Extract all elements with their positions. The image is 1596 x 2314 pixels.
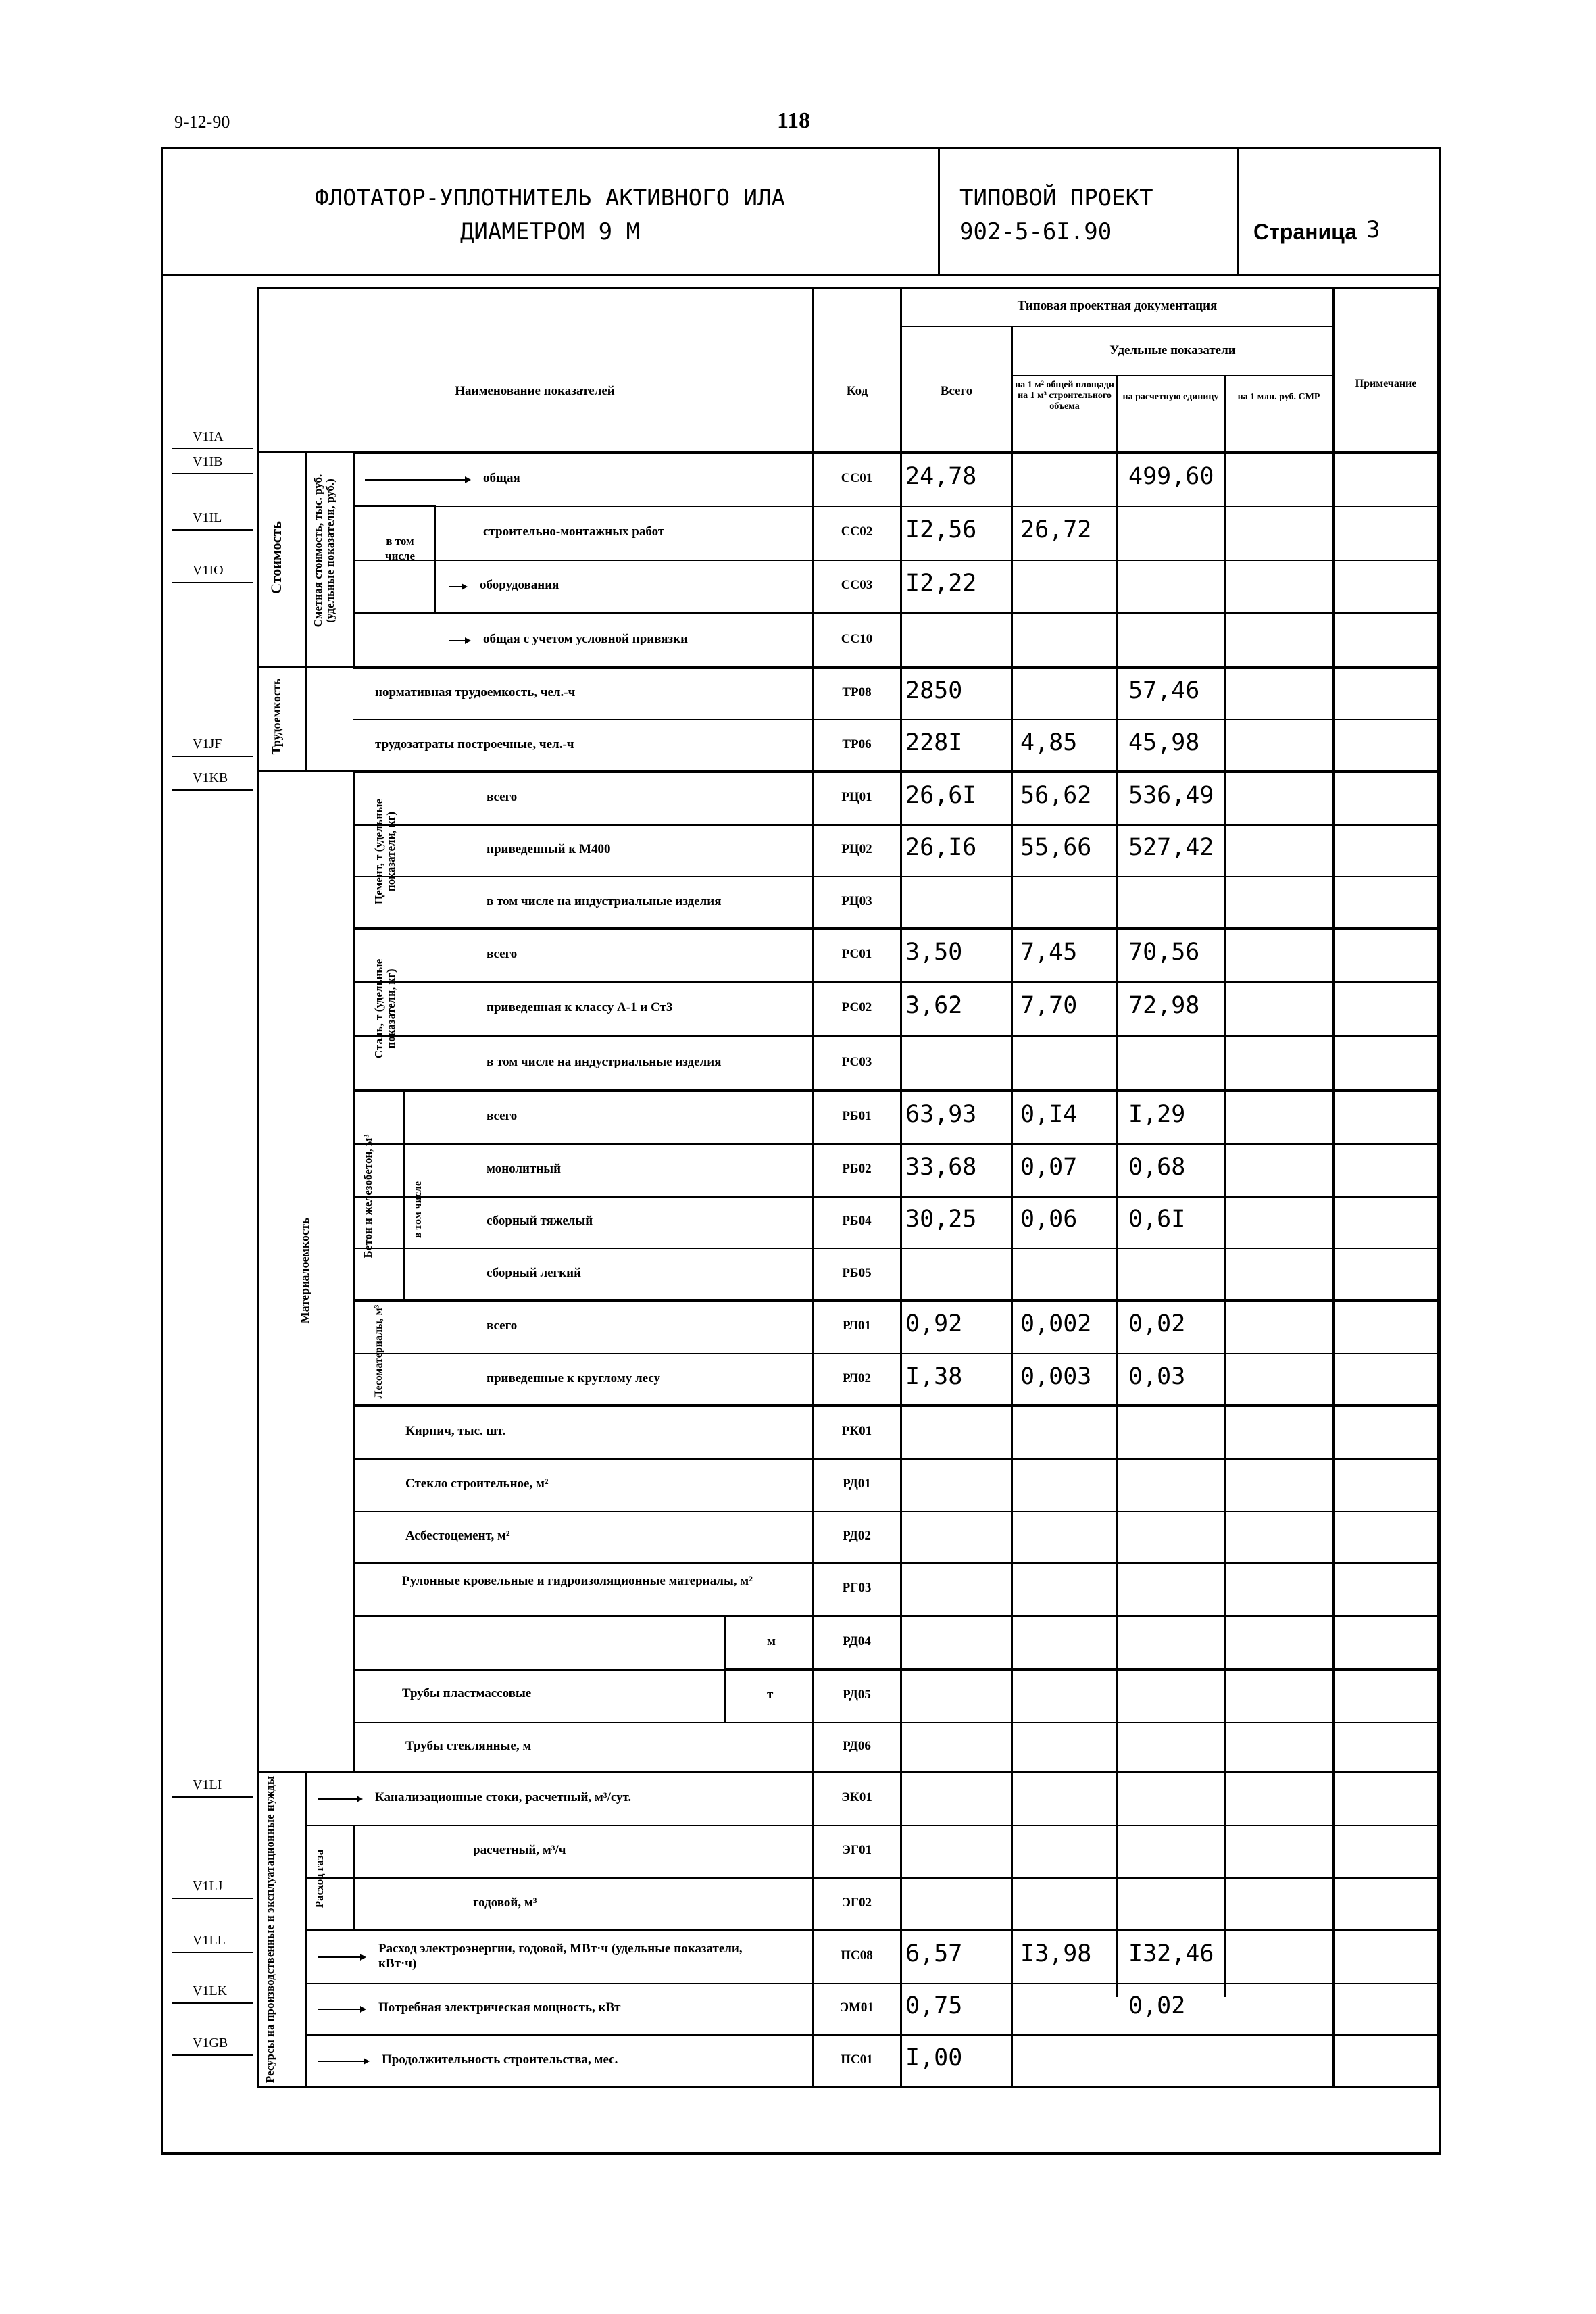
cell-per-unit: 0,02 bbox=[1128, 1992, 1186, 2019]
row-code: РД02 bbox=[843, 1529, 871, 1543]
row-code: РД01 bbox=[843, 1477, 871, 1491]
cell-per-area: 0,I4 bbox=[1020, 1101, 1078, 1128]
pipes-plastic-label: Трубы пластмассовые bbox=[402, 1686, 532, 1700]
table-row bbox=[0, 1511, 1596, 1562]
table-row bbox=[0, 668, 1596, 719]
row-code: РК01 bbox=[841, 1424, 872, 1438]
row-label: приведенные к круглому лесу bbox=[487, 1371, 660, 1385]
row-code: РЦ03 bbox=[841, 894, 872, 908]
col-header-name: Наименование показателей bbox=[455, 384, 615, 398]
row-label: сборный тяжелый bbox=[487, 1214, 593, 1228]
row-label: Продолжительность строительства, мес. bbox=[382, 2052, 618, 2067]
row-code: ЭК01 bbox=[841, 1790, 872, 1804]
margin-underline bbox=[172, 448, 253, 449]
row-code: РГ03 bbox=[842, 1581, 872, 1595]
cell-per-unit: 72,98 bbox=[1128, 992, 1200, 1019]
row-label: общая bbox=[483, 471, 520, 485]
margin-code: V1LI bbox=[193, 1777, 222, 1792]
margin-code: V1KB bbox=[193, 770, 228, 785]
table-row bbox=[0, 876, 1596, 929]
margin-code: V1IB bbox=[193, 454, 223, 469]
row-code: РС01 bbox=[841, 947, 872, 961]
table-row bbox=[0, 1562, 1596, 1615]
title-vdivider-2 bbox=[1237, 147, 1239, 276]
cell-total: 0,75 bbox=[905, 1992, 963, 2019]
table-row bbox=[0, 824, 1596, 876]
table-row bbox=[0, 1300, 1596, 1353]
cell-per-unit: 70,56 bbox=[1128, 939, 1200, 966]
cell-total: 26,I6 bbox=[905, 834, 977, 861]
margin-underline bbox=[172, 1952, 253, 1953]
table-row bbox=[0, 1983, 1596, 2034]
cell-per-unit: 45,98 bbox=[1128, 729, 1200, 756]
row-label: приведенная к классу А-1 и Ст3 bbox=[487, 1000, 673, 1014]
row-code: ПС01 bbox=[841, 2052, 873, 2067]
cell-per-area: 4,85 bbox=[1020, 729, 1078, 756]
row-label: трудозатраты построечные, чел.-ч bbox=[375, 737, 574, 752]
row-label: Канализационные стоки, расчетный, м³/сут. bbox=[375, 1790, 632, 1804]
row-label: Кирпич, тыс. шт. bbox=[405, 1424, 506, 1438]
table-row bbox=[0, 1406, 1596, 1458]
row-code: ПС08 bbox=[841, 1948, 873, 1963]
row-code: РД06 bbox=[843, 1739, 871, 1753]
margin-underline bbox=[172, 582, 253, 583]
cell-total: 6,57 bbox=[905, 1940, 963, 1967]
table-row bbox=[0, 1091, 1596, 1143]
col-header-total: Всего bbox=[940, 384, 973, 398]
margin-underline bbox=[172, 2002, 253, 2004]
cell-total: 0,92 bbox=[905, 1310, 963, 1337]
table-row bbox=[0, 1825, 1596, 1877]
row-label: оборудования bbox=[480, 578, 559, 592]
row-label: общая с учетом условной привязки bbox=[483, 632, 689, 646]
row-label: монолитный bbox=[487, 1162, 562, 1176]
row-label: Асбестоцемент, м² bbox=[405, 1529, 510, 1543]
cell-total: I2,56 bbox=[905, 516, 977, 543]
row-label: т bbox=[767, 1688, 774, 1702]
cell-total: 26,6I bbox=[905, 782, 977, 809]
table-row bbox=[0, 1458, 1596, 1511]
cell-per-unit: 536,49 bbox=[1128, 782, 1214, 809]
row-code: РЦ02 bbox=[841, 842, 872, 856]
row-code: ТР08 bbox=[842, 685, 872, 699]
project-number: 902-5-6I.90 bbox=[959, 218, 1112, 245]
margin-code: V1IA bbox=[193, 429, 224, 444]
cell-per-area: 56,62 bbox=[1020, 782, 1092, 809]
table-row bbox=[0, 1248, 1596, 1300]
group-steel: Сталь, т (удельные показатели, кг) bbox=[372, 958, 397, 1059]
row-label: сборный легкий bbox=[487, 1266, 582, 1280]
row-code: РД04 bbox=[843, 1634, 871, 1648]
arrow-icon bbox=[449, 640, 470, 641]
margin-underline bbox=[172, 1796, 253, 1798]
cell-total: 30,25 bbox=[905, 1206, 977, 1233]
table-row bbox=[0, 929, 1596, 981]
margin-code: V1LJ bbox=[193, 1879, 223, 1894]
row-label: всего bbox=[487, 947, 518, 961]
row-code: ЭМ01 bbox=[840, 2000, 874, 2015]
table-row bbox=[0, 719, 1596, 772]
row-code: РД05 bbox=[843, 1688, 871, 1702]
col-header-per-area: на 1 м² общей площади на 1 м³ строительного объема bbox=[1015, 380, 1114, 412]
row-code: СС03 bbox=[841, 578, 873, 592]
cell-per-area: 7,45 bbox=[1020, 939, 1078, 966]
col-header-code: Код bbox=[846, 384, 868, 398]
arrow-icon bbox=[365, 479, 470, 481]
row-code: РБ04 bbox=[842, 1214, 872, 1228]
row-label: строительно-монтажных работ bbox=[483, 524, 665, 539]
page-value: 3 bbox=[1366, 216, 1380, 243]
table-row bbox=[0, 612, 1596, 668]
margin-underline bbox=[172, 2054, 253, 2056]
margin-code: V1LK bbox=[193, 1984, 228, 1998]
page-date: 9-12-90 bbox=[174, 112, 230, 132]
col-header-per-unit: на расчетную единицу bbox=[1122, 392, 1219, 402]
row-label: приведенный к М400 bbox=[487, 842, 611, 856]
row-code: РС03 bbox=[841, 1055, 872, 1069]
cell-per-unit: 0,03 bbox=[1128, 1363, 1186, 1390]
row-label: м bbox=[767, 1634, 776, 1648]
cell-per-unit: 499,60 bbox=[1128, 463, 1214, 490]
table-row bbox=[0, 2034, 1596, 2087]
group-concrete: Бетон и железобетон, м³ bbox=[361, 1134, 374, 1258]
table-row bbox=[0, 453, 1596, 506]
cell-total: I2,22 bbox=[905, 570, 977, 597]
cell-per-area: 0,002 bbox=[1020, 1310, 1092, 1337]
table-row bbox=[0, 1669, 1596, 1722]
cell-total: I,00 bbox=[905, 2044, 963, 2071]
row-code: РС02 bbox=[841, 1000, 872, 1014]
row-code: РБ05 bbox=[842, 1266, 872, 1280]
group-cost: Стоимость bbox=[268, 521, 284, 594]
page-label: Страница bbox=[1253, 220, 1357, 244]
cell-per-unit: 0,02 bbox=[1128, 1310, 1186, 1337]
col-header-note: Примечание bbox=[1355, 378, 1417, 389]
margin-code: V1GB bbox=[193, 2036, 228, 2050]
row-code: РЛ02 bbox=[843, 1371, 871, 1385]
cell-per-unit: 57,46 bbox=[1128, 677, 1200, 704]
table-row bbox=[0, 506, 1596, 560]
cell-total: I,38 bbox=[905, 1363, 963, 1390]
arrow-icon bbox=[318, 1956, 365, 1958]
cell-per-area: 0,07 bbox=[1020, 1154, 1078, 1181]
col-header-specific: Удельные показатели bbox=[1109, 343, 1236, 358]
table-row bbox=[0, 981, 1596, 1035]
cell-total: 3,50 bbox=[905, 939, 963, 966]
row-label: всего bbox=[487, 1109, 518, 1123]
row-code: РБ01 bbox=[842, 1109, 872, 1123]
row-code: ЭГ02 bbox=[842, 1896, 872, 1910]
row-code: РЛ01 bbox=[843, 1319, 871, 1333]
row-code: ЭГ01 bbox=[842, 1843, 872, 1857]
project-label: ТИПОВОЙ ПРОЕКТ bbox=[959, 184, 1153, 212]
margin-underline bbox=[172, 529, 253, 531]
doc-title-line2: ДИАМЕТРОМ 9 М bbox=[459, 218, 641, 245]
table-row bbox=[0, 1143, 1596, 1196]
arrow-icon bbox=[318, 2009, 365, 2010]
cell-per-area: 7,70 bbox=[1020, 992, 1078, 1019]
page-number: 118 bbox=[777, 108, 811, 133]
cell-per-area: 55,66 bbox=[1020, 834, 1092, 861]
table-row bbox=[0, 1772, 1596, 1825]
margin-underline bbox=[172, 473, 253, 474]
row-label: годовой, м³ bbox=[473, 1896, 537, 1910]
row-label: нормативная трудоемкость, чел.-ч bbox=[375, 685, 576, 699]
cell-per-unit: 0,68 bbox=[1128, 1154, 1186, 1181]
margin-underline bbox=[172, 756, 253, 757]
col-header-per-mln: на 1 млн. руб. СМР bbox=[1237, 392, 1320, 402]
table-row bbox=[0, 1615, 1596, 1669]
table-row bbox=[0, 1353, 1596, 1406]
group-gas: Расход газа bbox=[313, 1849, 326, 1909]
col-header-doc: Типовая проектная документация bbox=[1017, 299, 1218, 313]
row-label: в том числе на индустриальные изделия bbox=[487, 1055, 722, 1069]
row-code: РБ02 bbox=[842, 1162, 872, 1176]
cell-total: 24,78 bbox=[905, 463, 977, 490]
cell-total: 33,68 bbox=[905, 1154, 977, 1181]
cell-total: 3,62 bbox=[905, 992, 963, 1019]
arrow-icon bbox=[318, 1798, 361, 1800]
row-label: в том числе на индустриальные изделия bbox=[487, 894, 722, 908]
row-label: всего bbox=[487, 790, 518, 804]
margin-underline bbox=[172, 1898, 253, 1899]
table-row bbox=[0, 1196, 1596, 1248]
arrow-icon bbox=[318, 2061, 368, 2062]
doc-title-line1: ФЛОТАТОР-УПЛОТНИТЕЛЬ АКТИВНОГО ИЛА bbox=[315, 184, 785, 212]
cell-total: 228I bbox=[905, 729, 963, 756]
cell-total: 63,93 bbox=[905, 1101, 977, 1128]
margin-code: V1IO bbox=[193, 563, 224, 578]
row-label: Стекло строительное, м² bbox=[405, 1477, 549, 1491]
margin-code: V1IL bbox=[193, 510, 222, 525]
group-incl: в том числе bbox=[384, 535, 415, 562]
table-row bbox=[0, 772, 1596, 824]
group-timber: Лесоматериалы, м³ bbox=[373, 1304, 384, 1399]
arrow-icon bbox=[449, 586, 466, 587]
cell-total: 2850 bbox=[905, 677, 963, 704]
margin-underline bbox=[172, 789, 253, 791]
cell-per-area: 0,06 bbox=[1020, 1206, 1078, 1233]
table-row bbox=[0, 1035, 1596, 1091]
cell-per-unit: 0,6I bbox=[1128, 1206, 1186, 1233]
row-label: Потребная электрическая мощность, кВт bbox=[378, 2000, 621, 2015]
group-resources: Ресурсы на производственные и эксплуатационные нужды bbox=[264, 1775, 276, 2084]
row-code: СС02 bbox=[841, 524, 873, 539]
margin-code: V1JF bbox=[193, 737, 222, 752]
title-divider bbox=[161, 274, 1441, 276]
cell-per-area: 0,003 bbox=[1020, 1363, 1092, 1390]
group-concrete-incl: в том числе bbox=[412, 1181, 424, 1239]
row-code: ТР06 bbox=[842, 737, 872, 752]
row-code: РЦ01 bbox=[841, 790, 872, 804]
row-label: расчетный, м³/ч bbox=[473, 1843, 566, 1857]
table-row bbox=[0, 1877, 1596, 1930]
row-code: СС01 bbox=[841, 471, 873, 485]
cell-per-area: I3,98 bbox=[1020, 1940, 1092, 1967]
group-materials: Материалоемкость bbox=[298, 1217, 311, 1324]
cell-per-unit: I,29 bbox=[1128, 1101, 1186, 1128]
group-cost-sub: Сметная стоимость, тыс. руб. (удельные показатели, руб.) bbox=[311, 474, 336, 628]
margin-code: V1LL bbox=[193, 1933, 226, 1948]
row-label: Рулонные кровельные и гидроизоляционные материалы, м² bbox=[402, 1574, 753, 1588]
row-label: всего bbox=[487, 1319, 518, 1333]
table-row bbox=[0, 1930, 1596, 1983]
title-vdivider-1 bbox=[938, 147, 940, 276]
cell-per-unit: 527,42 bbox=[1128, 834, 1214, 861]
row-label: Расход электроэнергии, годовой, МВт·ч (удельные показатели, кВт·ч) bbox=[378, 1942, 743, 1971]
group-cement: Цемент, т (удельные показатели, кг) bbox=[372, 798, 397, 905]
cell-per-unit: I32,46 bbox=[1128, 1940, 1214, 1967]
group-labor: Трудоемкость bbox=[270, 678, 283, 755]
row-code: СС10 bbox=[841, 632, 873, 646]
table-row bbox=[0, 1722, 1596, 1772]
row-label: Трубы стеклянные, м bbox=[405, 1739, 532, 1753]
cell-per-area: 26,72 bbox=[1020, 516, 1092, 543]
table-row bbox=[0, 560, 1596, 612]
